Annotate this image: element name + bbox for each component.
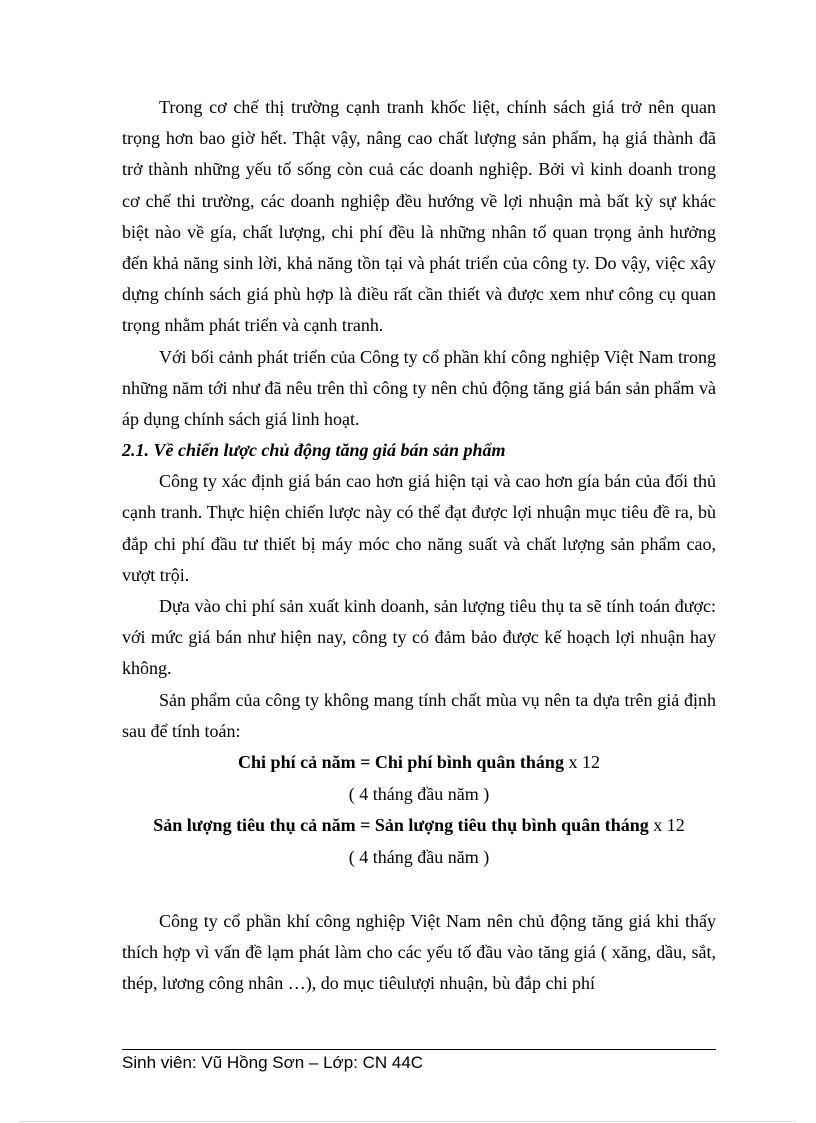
paragraph-company-context: Với bối cảnh phát triển của Công ty cổ phần khí công nghiệp Việt Nam trong những năm tới như đã nêu trên thì công ty nên chủ động tăng giá bán sản phẩm và áp dụng chính sách giá linh hoạt. (122, 346, 716, 430)
paragraph-pricing-policy: Trong cơ chế thị trường cạnh tranh khốc liệt, chính sách giá trở nên quan trọng hơn bao giờ hết. Thật vậy, nâng cao chất lượng sản phẩm, hạ giá thành đã trở thành những yếu tố sống còn cuả các doanh nghiệp. Bởi vì kinh doanh trong cơ chế thi trường, các doanh nghiệp đều hướng về lợi nhuận mà bất kỳ sự khác biệt nào về gía, chất lượng, chi phí đều là những nhân tố quan trọng ảnh hưởng đến khả năng sinh lời, khả năng tồn tại và phát triển của công ty. Do vậy, việc xây dựng chính sách giá phù hợp là điều rất cần thiết và được xem như công cụ quan trọng nhằm phát triển và cạnh tranh. (122, 97, 716, 336)
page-footer: Sinh viên: Vũ Hồng Sơn – Lớp: CN 44C (122, 1053, 424, 1072)
formula-annual-output-multiplier: x 12 (648, 815, 685, 836)
formula-annual-cost-multiplier: x 12 (563, 752, 600, 773)
formula-annual-output (122, 810, 716, 842)
section-heading: 2.1. Về chiến lược chủ động tăng giá bán sản phẩm (122, 440, 506, 461)
paragraph-assumption: Sản phẩm của công ty không mang tính chất mùa vụ nên ta dựa trên giả định sau để tính toán: (122, 689, 716, 741)
paragraph-price-increase: Công ty cổ phần khí công nghiệp Việt Nam nên chủ động tăng giá khi thấy thích hợp vì vấn đề lạm phát làm cho các yếu tố đầu vào tăng giá ( xăng, dầu, sắt, thép, lương công nhân …), do mục tiêulượi nhuận, bù đắp chi phí (122, 911, 716, 994)
formula-annual-cost (122, 747, 716, 779)
paragraph-calculation: Dựa vào chi phí sản xuất kinh doanh, sản lượng tiêu thụ ta sẽ tính toán được: với mức giá bán như hiện nay, công ty có đảm bảo được kế hoạch lợi nhuận hay không. (122, 596, 716, 679)
formula-annual-cost-note: ( 4 tháng đầu năm ) (348, 783, 490, 804)
formula-annual-output-note: ( 4 tháng đầu năm ) (348, 846, 490, 867)
document-body (122, 92, 716, 1000)
footer-divider (122, 1049, 716, 1050)
blank-line (122, 873, 716, 906)
paragraph-strategy: Công ty xác định giá bán cao hơn giá hiện tại và cao hơn gía bán của đối thủ cạnh tranh. Thực hiện chiến lược này có thể đạt được lợi nhuận mục tiêu đề ra, bù đắp chi phí đầu tư thiết bị máy móc cho năng suất và chất lượng sản phẩm cao, vượt trội. (122, 471, 716, 585)
page-break-line (20, 1121, 796, 1122)
formula-annual-cost-main: Chi phí cả năm = Chi phí bình quân tháng (238, 752, 564, 773)
formula-annual-output-main: Sản lượng tiêu thụ cả năm = Sản lượng tiêu thụ bình quân tháng (153, 815, 649, 836)
